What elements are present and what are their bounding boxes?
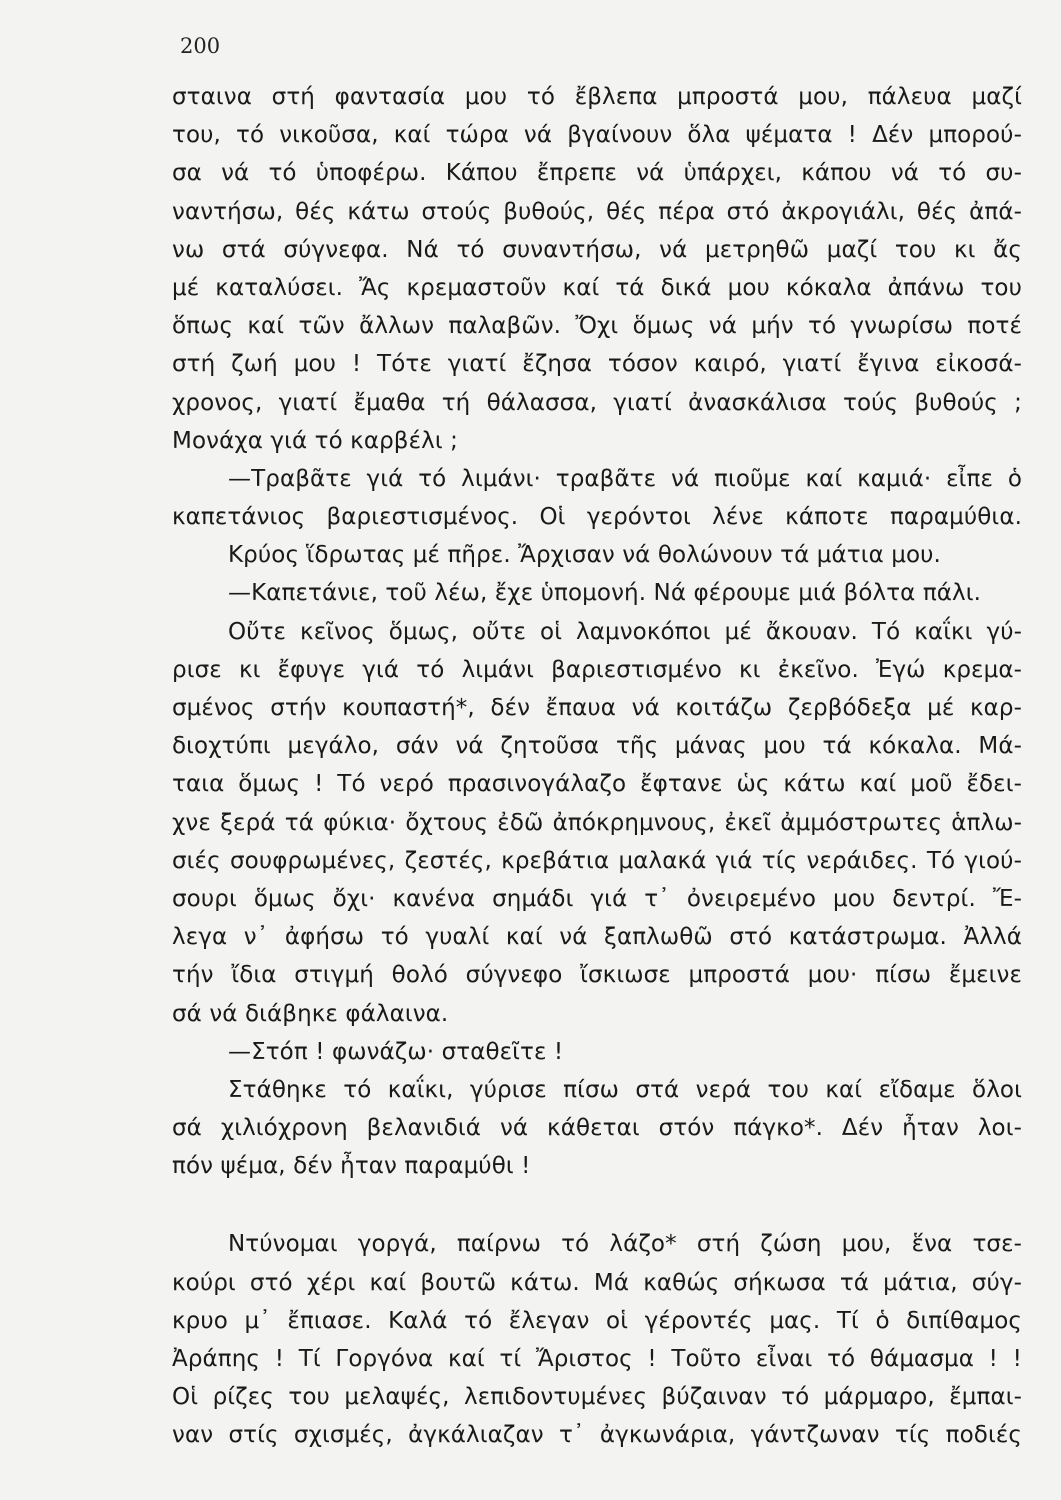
- text-line: ρισε κι ἔφυγε γιά τό λιμάνι βαριεστισμένο κι ἐκεῖνο. Ἐγώ κρεμα-: [172, 656, 1022, 683]
- text-line: Κρύος ἵδρωτας μέ πῆρε. Ἄρχισαν νά θολώνουν τά μάτια μου.: [228, 542, 941, 569]
- text-line: χρονος, γιατί ἔμαθα τή θάλασσα, γιατί ἀνασκάλισα τούς βυθούς ;: [172, 389, 1022, 416]
- text-line: λεγα ν᾽ ἀφήσω τό γυαλί καί νά ξαπλωθῶ στό κατάστρωμα. Ἀλλά: [172, 924, 1022, 951]
- text-line: τήν ἴδια στιγμή θολό σύγνεφο ἴσκιωσε μπροστά μου· πίσω ἔμεινε: [172, 962, 1022, 989]
- text-line: Στάθηκε τό καΐκι, γύρισε πίσω στά νερά του καί εἴδαμε ὅλοι: [228, 1076, 1022, 1103]
- text-line: μέ καταλύσει. Ἄς κρεμαστοῦν καί τά δικά μου κόκαλα ἀπάνω του: [172, 274, 1022, 301]
- text-line: σουρι ὅμως ὄχι· κανένα σημάδι γιά τ᾽ ὀνειρεμένο μου δεντρί. Ἔ-: [172, 885, 1022, 912]
- text-line: του, τό νικοῦσα, καί τώρα νά βγαίνουν ὅλα ψέματα ! Δέν μπορού-: [172, 122, 1022, 149]
- text-line: σα νά τό ὑποφέρω. Κάπου ἔπρεπε νά ὑπάρχει, κάπου νά τό συ-: [172, 160, 1022, 187]
- text-line: σταινα στή φαντασία μου τό ἔβλεπα μπροστά μου, πάλευα μαζί: [172, 84, 1022, 110]
- text-line: —Στόπ ! φωνάζω· σταθεῖτε !: [228, 1038, 564, 1065]
- text-line: καπετάνιος βαριεστισμένος. Οἱ γερόντοι λένε κάποτε παραμύθια.: [172, 504, 1022, 531]
- text-line: —Καπετάνιε, τοῦ λέω, ἔχε ὑπομονή. Νά φέρουμε μιά βόλτα πάλι.: [228, 580, 982, 607]
- text-line: ναντήσω, θές κάτω στούς βυθούς, θές πέρα στό ἀκρογιάλι, θές ἀπά-: [172, 198, 1022, 225]
- text-line: ὅπως καί τῶν ἄλλων παλαβῶν. Ὄχι ὅμως νά μήν τό γνωρίσω ποτέ: [172, 313, 1022, 340]
- text-line: Ντύνομαι γοργά, παίρνω τό λάζο* στή ζώση μου, ἕνα τσε-: [228, 1231, 1022, 1258]
- text-line: σά νά διάβηκε φάλαινα.: [172, 1000, 449, 1027]
- text-line: σιές σουφρωμένες, ζεστές, κρεβάτια μαλακά γιά τίς νεράιδες. Τό γιού-: [172, 847, 1022, 874]
- text-line: στή ζωή μου ! Τότε γιατί ἔζησα τόσον καιρό, γιατί ἔγινα εἰκοσά-: [172, 351, 1022, 378]
- text-line: ναν στίς σχισμές, ἀγκάλιαζαν τ᾽ ἀγκωνάρια, γάντζωναν τίς ποδιές: [172, 1422, 1022, 1449]
- section-gap: [172, 1185, 1022, 1225]
- text-line: χνε ξερά τά φύκια· ὄχτους ἐδῶ ἀπόκρημνους, ἐκεῖ ἀμμόστρωτες ἁπλω-: [172, 809, 1022, 836]
- text-line: Οἱ ρίζες του μελαψές, λεπιδοντυμένες βύζαιναν τό μάρμαρο, ἔμπαι-: [172, 1384, 1022, 1411]
- text-line: σά χιλιόχρονη βελανιδιά νά κάθεται στόν πάγκο*. Δέν ἦταν λοι-: [172, 1115, 1022, 1142]
- text-line: σμένος στήν κουπαστή*, δέν ἔπαυα νά κοιτάζω ζερβόδεξα μέ καρ-: [172, 695, 1022, 721]
- body-text: [172, 78, 1022, 1455]
- page-number: 200: [180, 34, 221, 58]
- text-line: ταια ὅμως ! Τό νερό πρασινογάλαζο ἔφτανε ὡς κάτω καί μοῦ ἔδει-: [172, 771, 1022, 798]
- text-line: διοχτύπι μεγάλο, σάν νά ζητοῦσα τῆς μάνας μου τά κόκαλα. Μά-: [172, 733, 1022, 760]
- text-line: κρυο μ᾽ ἔπιασε. Καλά τό ἔλεγαν οἱ γέροντές μας. Τί ὁ διπίθαμος: [172, 1307, 1022, 1334]
- text-line: Ἀράπης ! Τί Γοργόνα καί τί Ἄριστος ! Τοῦτο εἶναι τό θάμασμα ! !: [172, 1346, 1022, 1372]
- text-line: νω στά σύγνεφα. Νά τό συναντήσω, νά μετρηθῶ μαζί του κι ἄς: [172, 236, 1022, 263]
- text-line: Οὔτε κεῖνος ὅμως, οὔτε οἱ λαμνοκόποι μέ ἄκουαν. Τό καΐκι γύ-: [228, 618, 1022, 645]
- text-line: —Τραβᾶτε γιά τό λιμάνι· τραβᾶτε νά πιοῦμε καί καμιά· εἶπε ὁ: [228, 465, 1022, 492]
- text-line: κούρι στό χέρι καί βουτῶ κάτω. Μά καθώς σήκωσα τά μάτια, σύγ-: [172, 1269, 1022, 1296]
- text-line: Μονάχα γιά τό καρβέλι ;: [172, 427, 458, 454]
- text-line: πόν ψέμα, δέν ἦταν παραμύθι !: [172, 1153, 531, 1180]
